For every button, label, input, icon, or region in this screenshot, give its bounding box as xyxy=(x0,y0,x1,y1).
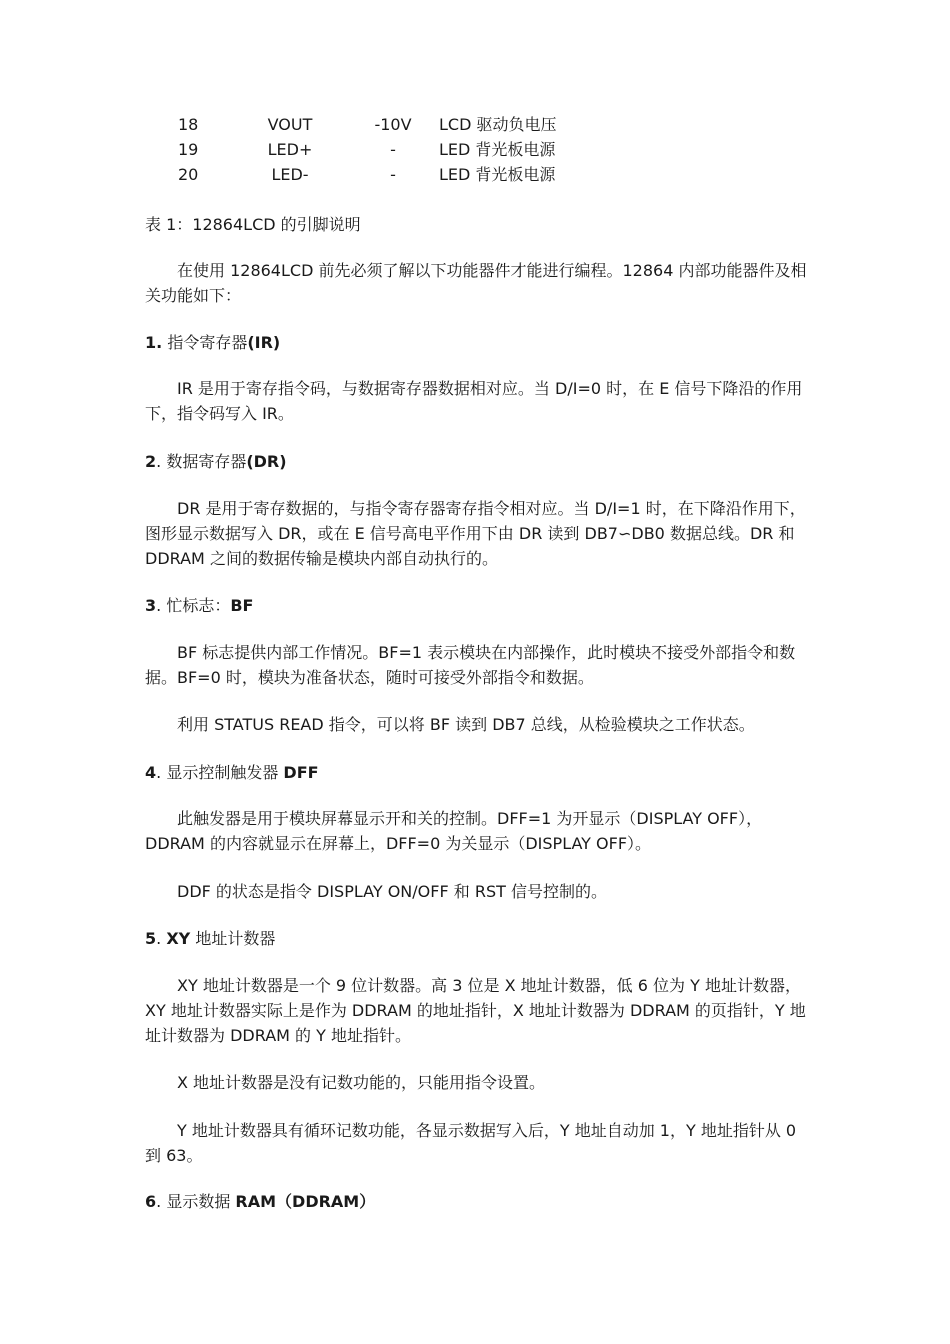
section-title-bold: RAM xyxy=(235,1192,277,1211)
section-paragraph: DDF 的状态是指令 DISPLAY ON/OFF 和 RST 信号控制的。 xyxy=(177,882,607,901)
pin-function: LED 背光板电源 xyxy=(439,140,556,159)
table-caption: 表 1：12864LCD 的引脚说明 xyxy=(145,215,361,234)
pin-number: 20 xyxy=(178,165,199,184)
pin-name: VOUT xyxy=(267,115,313,134)
section-title-bold: XY xyxy=(166,929,191,948)
section-heading-ddram xyxy=(145,1189,810,1214)
pin-number: 18 xyxy=(178,115,199,134)
pin-number: 19 xyxy=(178,140,199,159)
section-paragraph: DR 是用于寄存数据的，与指令寄存器寄存指令相对应。当 D/I=1 时，在下降沿作用下，图形显示数据写入 DR，或在 E 信号高电平作用下由 DR 读到 DB7∽DB0 数据总线。DR 和 DDRAM 之间的数据传输是模块内部自动执行的。 xyxy=(145,499,806,568)
section-number: 5 xyxy=(145,929,157,948)
section-heading-dff xyxy=(145,760,810,785)
section-heading-ir xyxy=(145,330,810,355)
pin-level: -10V xyxy=(374,115,412,134)
section-title: . 显示控制触发器 xyxy=(156,763,284,782)
section-title: . 显示数据 xyxy=(156,1192,236,1211)
section-heading-dr xyxy=(145,449,810,474)
section-title-suffix: 地址计数器 xyxy=(190,929,276,948)
intro-paragraph: 在使用 12864LCD 前先必须了解以下功能器件才能进行编程。12864 内部功能器件及相关功能如下： xyxy=(145,261,807,305)
section-title-bold: (DR) xyxy=(246,452,287,471)
section-paragraph: 利用 STATUS READ 指令，可以将 BF 读到 DB7 总线，从检验模块之工作状态。 xyxy=(177,715,755,734)
section-paragraph: XY 地址计数器是一个 9 位计数器。高 3 位是 X 地址计数器，低 6 位为 Y 地址计数器，XY 地址计数器实际上是作为 DDRAM 的地址指针，X 地址计数器为 DDRAM 的页指针，Y 地址计数器为 DDRAM 的 Y 地址指针。 xyxy=(145,976,806,1045)
pin-name: LED- xyxy=(271,165,309,184)
section-title: . 数据寄存器 xyxy=(156,452,247,471)
pin-function: LED 背光板电源 xyxy=(439,165,556,184)
pin-level: - xyxy=(390,165,396,184)
section-number: 6 xyxy=(145,1192,157,1211)
section-title: 指令寄存器 xyxy=(167,333,248,352)
section-title-bold: DFF xyxy=(283,763,319,782)
section-heading-bf xyxy=(145,593,810,618)
section-title: . xyxy=(156,929,167,948)
section-paragraph: X 地址计数器是没有记数功能的，只能用指令设置。 xyxy=(177,1073,546,1092)
section-title: . 忙标志： xyxy=(156,596,231,615)
section-number: 1. xyxy=(145,333,163,352)
pin-level: - xyxy=(390,140,396,159)
section-paragraph: Y 地址计数器具有循环记数功能，各显示数据写入后，Y 地址自动加 1，Y 地址指针从 0 到 63。 xyxy=(145,1121,797,1165)
section-number: 2 xyxy=(145,452,157,471)
section-number: 3 xyxy=(145,596,157,615)
section-number: 4 xyxy=(145,763,157,782)
section-title-bold-suffix: （DDRAM） xyxy=(276,1192,376,1211)
pin-name: LED+ xyxy=(267,140,313,159)
section-paragraph: 此触发器是用于模块屏幕显示开和关的控制。DFF=1 为开显示（DISPLAY OFF），DDRAM 的内容就显示在屏幕上，DFF=0 为关显示（DISPLAY OFF）。 xyxy=(145,809,763,853)
pin-function: LCD 驱动负电压 xyxy=(439,115,557,134)
section-paragraph: IR 是用于寄存指令码，与数据寄存器数据相对应。当 D/I=0 时，在 E 信号下降沿的作用下，指令码写入 IR。 xyxy=(145,379,803,423)
section-title-bold: BF xyxy=(230,596,254,615)
section-title-bold: (IR) xyxy=(247,333,281,352)
section-heading-xy xyxy=(145,926,810,951)
section-paragraph: BF 标志提供内部工作情况。BF=1 表示模块在内部操作，此时模块不接受外部指令和数据。BF=0 时，模块为准备状态，随时可接受外部指令和数据。 xyxy=(145,643,796,687)
